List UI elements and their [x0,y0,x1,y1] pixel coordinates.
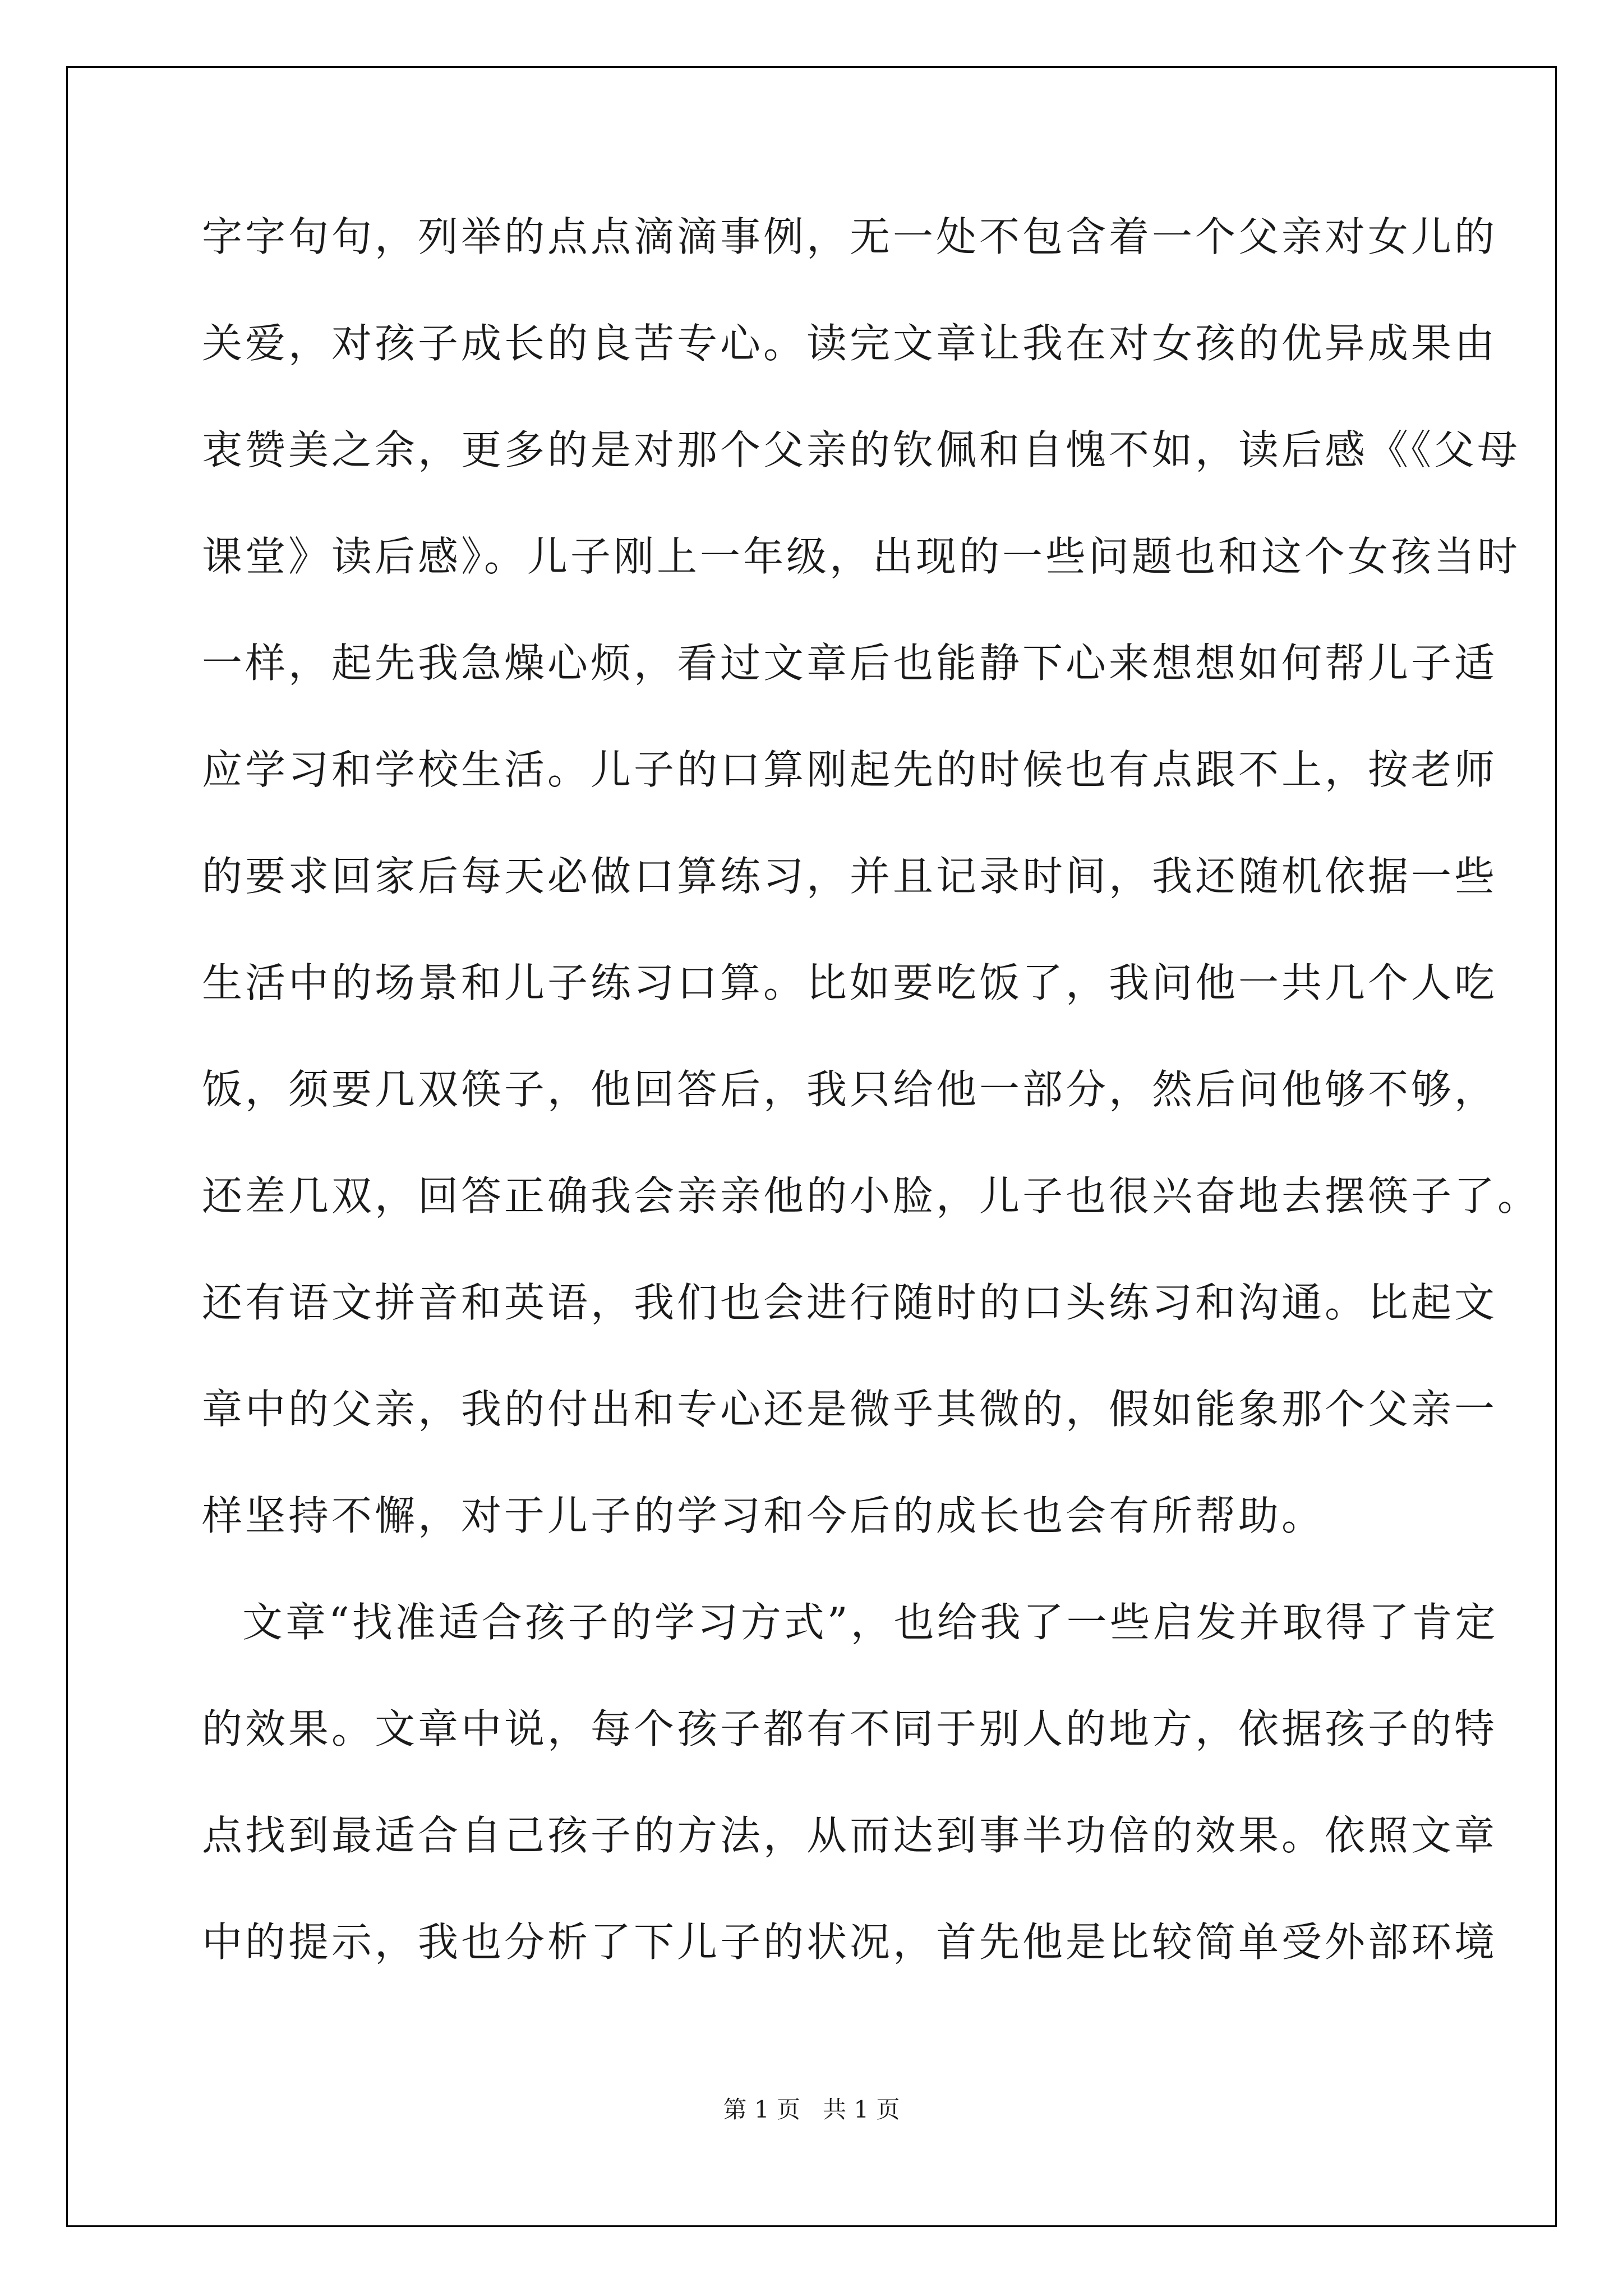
text-line: 课堂》读后感》。儿子刚上一年级，出现的一些问题也和这个女孩当时 [202,533,1521,580]
text-line: 还有语文拼音和英语，我们也会进行随时的口头练习和沟通。比起文 [202,1279,1498,1326]
text-line: 的效果。文章中说，每个孩子都有不同于别人的地方，依据孩子的特 [202,1705,1498,1752]
total-pages: 共 1 页 [823,2096,900,2123]
text-line: 关爱，对孩子成长的良苦专心。读完文章让我在对女孩的优异成果由 [202,320,1498,367]
text-line: 衷赞美之余，更多的是对那个父亲的钦佩和自愧不如，读后感《《父母 [202,426,1521,473]
text-line: 生活中的场景和儿子练习口算。比如要吃饭了，我问他一共几个人吃 [202,959,1498,1006]
paragraph-start-line: 文章“找准适合孩子的学习方式”，也给我了一些启发并取得了肯定 [242,1599,1498,1646]
page-number: 第 1 页 [723,2096,800,2123]
text-line: 一样，起先我急燥心烦，看过文章后也能静下心来想想如何帮儿子适 [202,639,1498,687]
text-line: 还差几双，回答正确我会亲亲他的小脸，儿子也很兴奋地去摆筷子了。 [202,1172,1541,1220]
text-line: 应学习和学校生活。儿子的口算刚起先的时候也有点跟不上，按老师 [202,746,1498,793]
text-line: 样坚持不懈，对于儿子的学习和今后的成长也会有所帮助。 [202,1492,1325,1539]
text-line: 中的提示，我也分析了下儿子的状况，首先他是比较简单受外部环境 [202,1918,1498,1966]
text-line: 点找到最适合自己孩子的方法，从而达到事半功倍的效果。依照文章 [202,1812,1498,1859]
page-footer [0,2097,1623,2123]
text-line: 饭，须要几双筷子，他回答后，我只给他一部分，然后问他够不够， [202,1066,1498,1113]
text-line: 字字句句，列举的点点滴滴事例，无一处不包含着一个父亲对女儿的 [202,213,1498,260]
text-line: 章中的父亲，我的付出和专心还是微乎其微的，假如能象那个父亲一 [202,1386,1498,1433]
text-line: 的要求回家后每天必做口算练习，并且记录时间，我还随机依据一些 [202,853,1498,900]
document-body [202,213,1541,2028]
